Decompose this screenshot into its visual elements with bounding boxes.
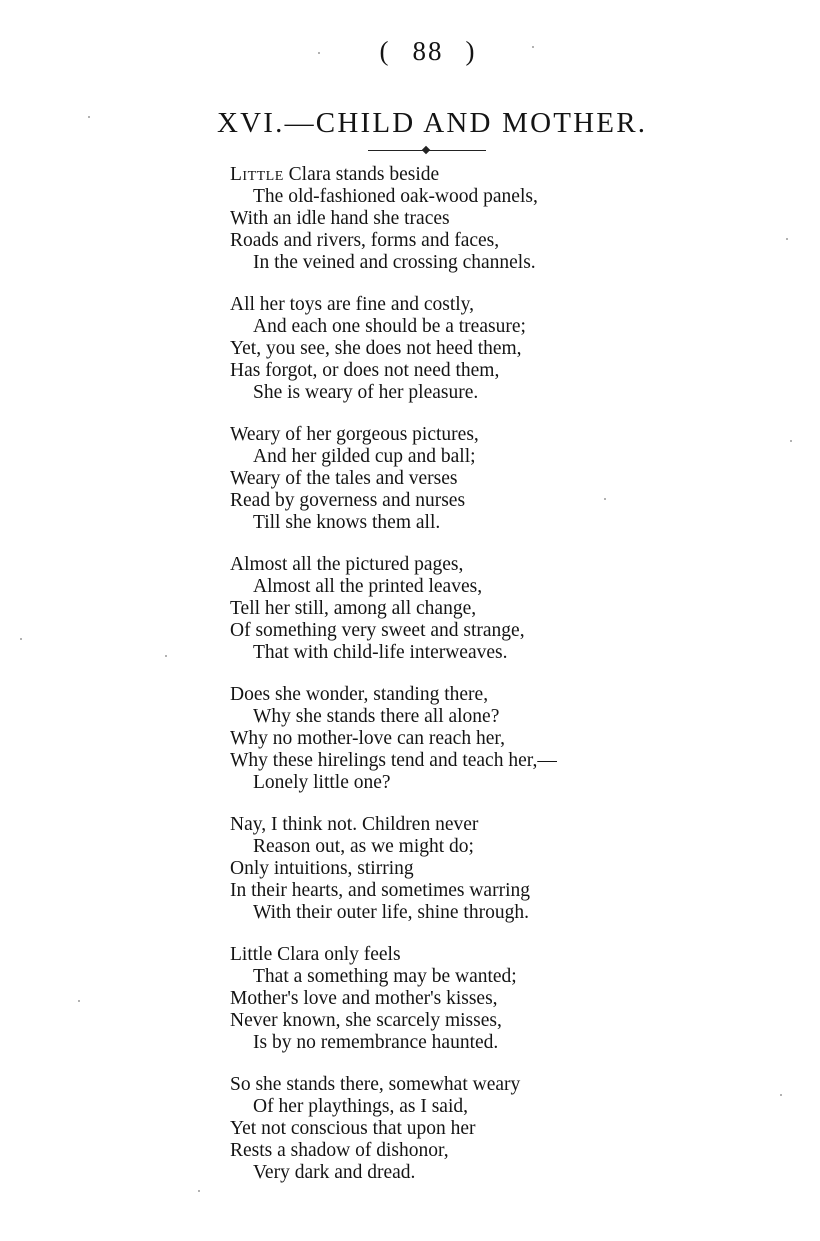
stanza xyxy=(230,814,650,924)
stanza xyxy=(230,424,650,534)
line-text: Reason out, as we might do; xyxy=(253,836,474,857)
line-text: Yet not conscious that upon her xyxy=(230,1118,476,1139)
line-text: With their outer life, shine through. xyxy=(253,902,529,923)
line-text: Never known, she scarcely misses, xyxy=(230,1010,502,1031)
poem-line xyxy=(230,772,650,794)
poem-line xyxy=(230,512,650,534)
line-text: Nay, I think not. Children never xyxy=(230,814,479,835)
line-text: Does she wonder, standing there, xyxy=(230,684,489,705)
stanza xyxy=(230,684,650,794)
print-speck xyxy=(780,1094,782,1096)
print-speck xyxy=(78,1000,80,1002)
line-text: That a something may be wanted; xyxy=(253,966,517,987)
poem-line xyxy=(230,1096,650,1118)
line-text: Only intuitions, stirring xyxy=(230,858,414,879)
line-text: Almost all the printed leaves, xyxy=(253,576,483,597)
poem-body xyxy=(230,164,650,1184)
page-number-close-paren: ) xyxy=(465,36,477,66)
line-text: Of something very sweet and strange, xyxy=(230,620,525,641)
poem-line xyxy=(230,620,650,642)
poem-line xyxy=(230,750,650,772)
line-text: Little Clara only feels xyxy=(230,944,401,965)
line-text: The old-fashioned oak-wood panels, xyxy=(253,186,538,207)
poem-line xyxy=(230,880,650,902)
page-number xyxy=(0,36,820,67)
poem-line xyxy=(230,706,650,728)
line-text: Yet, you see, she does not heed them, xyxy=(230,338,522,359)
line-text: Tell her still, among all change, xyxy=(230,598,477,619)
print-speck xyxy=(88,116,90,118)
line-text: That with child-life interweaves. xyxy=(253,642,508,663)
poem-line xyxy=(230,554,650,576)
print-speck xyxy=(786,238,788,240)
line-text: In the veined and crossing channels. xyxy=(253,252,536,273)
line-text: So she stands there, somewhat weary xyxy=(230,1074,521,1095)
line-text: Why she stands there all alone? xyxy=(253,706,500,727)
stanza xyxy=(230,164,650,274)
line-text: Of her playthings, as I said, xyxy=(253,1096,468,1117)
line-text: Clara stands beside xyxy=(283,164,440,185)
line-text: Is by no remembrance haunted. xyxy=(253,1032,499,1053)
poem-line xyxy=(230,1118,650,1140)
poem-line xyxy=(230,1074,650,1096)
poem-line xyxy=(230,836,650,858)
poem-line xyxy=(230,1032,650,1054)
page-number-open-paren: ( xyxy=(379,36,391,66)
poem-title: XVI.—CHILD AND MOTHER. xyxy=(217,107,648,139)
line-text: Very dark and dread. xyxy=(253,1162,416,1183)
poem-line xyxy=(230,814,650,836)
poem-line xyxy=(230,424,650,446)
poem-line xyxy=(230,598,650,620)
poem-line xyxy=(230,164,650,186)
poem-line xyxy=(230,208,650,230)
page-number-value: 88 xyxy=(412,36,444,66)
line-text: And her gilded cup and ball; xyxy=(253,446,476,467)
line-text: In their hearts, and sometimes warring xyxy=(230,880,530,901)
line-text: Roads and rivers, forms and faces, xyxy=(230,230,500,251)
print-speck xyxy=(198,1190,200,1192)
poem-line xyxy=(230,468,650,490)
poem-line xyxy=(230,338,650,360)
print-speck xyxy=(20,638,22,640)
poem-line xyxy=(230,360,650,382)
line-text: Weary of her gorgeous pictures, xyxy=(230,424,479,445)
print-speck xyxy=(165,655,167,657)
line-text: Almost all the pictured pages, xyxy=(230,554,464,575)
poem-line xyxy=(230,858,650,880)
poem-line xyxy=(230,294,650,316)
poem-line xyxy=(230,316,650,338)
print-speck xyxy=(790,440,792,442)
poem-line xyxy=(230,186,650,208)
poem-line xyxy=(230,1010,650,1032)
poem-line xyxy=(230,944,650,966)
stanza xyxy=(230,294,650,404)
drop-word: Little xyxy=(230,164,284,185)
line-text: Why no mother-love can reach her, xyxy=(230,728,505,749)
line-text: With an idle hand she traces xyxy=(230,208,450,229)
print-speck xyxy=(604,498,606,500)
line-text: Weary of the tales and verses xyxy=(230,468,458,489)
line-text: Rests a shadow of dishonor, xyxy=(230,1140,449,1161)
poem-line xyxy=(230,230,650,252)
line-text: Till she knows them all. xyxy=(253,512,441,533)
stanza xyxy=(230,554,650,664)
poem-line xyxy=(230,1162,650,1184)
line-text: Read by governess and nurses xyxy=(230,490,466,511)
divider-ornament xyxy=(422,146,430,154)
poem-line xyxy=(230,382,650,404)
poem-line xyxy=(230,642,650,664)
poem-line xyxy=(230,966,650,988)
poem-line xyxy=(230,684,650,706)
stanza xyxy=(230,944,650,1054)
stanza xyxy=(230,1074,650,1184)
poem-line xyxy=(230,252,650,274)
poem-line xyxy=(230,902,650,924)
poem-line xyxy=(230,576,650,598)
line-text: All her toys are fine and costly, xyxy=(230,294,475,315)
poem-line xyxy=(230,728,650,750)
poem-line xyxy=(230,1140,650,1162)
poem-line xyxy=(230,446,650,468)
poem-line xyxy=(230,988,650,1010)
print-speck xyxy=(532,46,534,48)
line-text: Lonely little one? xyxy=(253,772,391,793)
line-text: She is weary of her pleasure. xyxy=(253,382,479,403)
line-text: Has forgot, or does not need them, xyxy=(230,360,500,381)
title-divider xyxy=(368,150,486,151)
print-speck xyxy=(318,52,320,54)
poem-line xyxy=(230,490,650,512)
line-text: And each one should be a treasure; xyxy=(253,316,526,337)
line-text: Why these hirelings tend and teach her,— xyxy=(230,750,557,771)
line-text: Mother's love and mother's kisses, xyxy=(230,988,498,1009)
